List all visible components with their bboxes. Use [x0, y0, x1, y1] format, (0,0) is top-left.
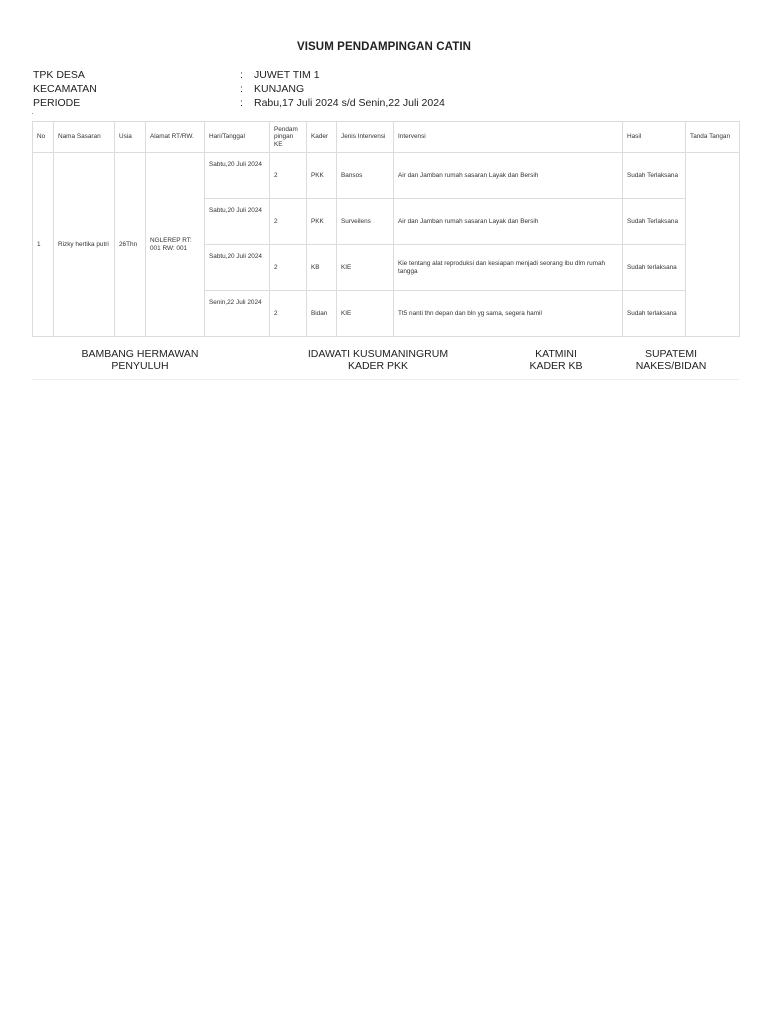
- signature-name: SUPATEMI: [644, 348, 698, 360]
- table-header-row: [33, 122, 740, 153]
- cell-jenis-intervensi: Bansos: [337, 153, 394, 199]
- cell-intervensi: Tt5 nanti thn depan dan bln yg sama, segera hamil: [394, 291, 623, 337]
- info-label: PERIODE: [33, 97, 81, 109]
- cell-hasil: Sudah Terlaksana: [623, 199, 686, 245]
- signature-role: KADER KB: [529, 360, 583, 372]
- cell-usia: 26Thn: [115, 153, 146, 337]
- signature-penyuluh: [62, 348, 218, 372]
- header-intervensi: Intervensi: [394, 122, 623, 153]
- info-value: JUWET TIM 1: [254, 69, 320, 81]
- cell-kader: Bidan: [307, 291, 337, 337]
- cell-hasil: Sudah Terlaksana: [623, 153, 686, 199]
- cell-hari-tanggal: Sabtu,20 Juli 2024: [205, 245, 270, 291]
- header-no: No: [33, 122, 54, 153]
- cell-nama-sasaran: Rizky hertika putri: [54, 153, 115, 337]
- table-row: [33, 153, 740, 199]
- info-block: [33, 68, 733, 110]
- cell-kader: PKK: [307, 153, 337, 199]
- header-nama-sasaran: Nama Sasaran: [54, 122, 115, 153]
- cell-intervensi: Air dan Jamban rumah sasaran Layak dan Bersih: [394, 153, 623, 199]
- cell-pendampingan-ke: 2: [270, 245, 307, 291]
- signature-kader-kb: [512, 348, 600, 372]
- cell-hari-tanggal: Sabtu,20 Juli 2024: [205, 153, 270, 199]
- header-tanda-tangan: Tanda Tangan: [686, 122, 740, 153]
- cell-hari-tanggal: Senin,22 Juli 2024: [205, 291, 270, 337]
- info-colon: :: [240, 69, 243, 81]
- header-pendampingan-ke: Pendam pingan KE: [270, 122, 307, 153]
- info-label: TPK DESA: [33, 69, 85, 81]
- header-kader: Kader: [307, 122, 337, 153]
- cell-pendampingan-ke: 2: [270, 153, 307, 199]
- signature-name: IDAWATI KUSUMANINGRUM: [307, 348, 449, 360]
- cell-jenis-intervensi: KIE: [337, 291, 394, 337]
- cell-hasil: Sudah terlaksana: [623, 245, 686, 291]
- header-alamat: Alamat RT/RW.: [146, 122, 205, 153]
- cell-pendampingan-ke: 2: [270, 291, 307, 337]
- signature-name: KATMINI: [535, 348, 577, 360]
- cell-intervensi: Air dan Jamban rumah sasaran Layak dan Bersih: [394, 199, 623, 245]
- info-row-periode: [33, 96, 733, 110]
- signature-name: BAMBANG HERMAWAN: [81, 348, 199, 360]
- header-usia: Usia: [115, 122, 146, 153]
- cell-intervensi: Kie tentang alat reproduksi dan kesiapan menjadi seorang ibu dlm rumah tangga: [394, 245, 623, 291]
- document-title: VISUM PENDAMPINGAN CATIN: [296, 41, 472, 53]
- cell-no: 1: [33, 153, 54, 337]
- info-row-tpk-desa: [33, 68, 733, 82]
- signature-block: [32, 348, 739, 378]
- info-value: KUNJANG: [254, 83, 305, 95]
- info-colon: :: [240, 97, 243, 109]
- cell-hari-tanggal: Sabtu,20 Juli 2024: [205, 199, 270, 245]
- separator-dot: [32, 113, 33, 114]
- cell-tanda-tangan: [686, 153, 740, 337]
- cell-kader: PKK: [307, 199, 337, 245]
- info-label: KECAMATAN: [33, 83, 97, 95]
- info-row-kecamatan: [33, 82, 733, 96]
- cell-jenis-intervensi: Surveilens: [337, 199, 394, 245]
- signature-role: PENYULUH: [111, 360, 169, 372]
- signature-nakes-bidan: [620, 348, 722, 372]
- cell-alamat: NGLEREP RT: 001 RW: 001: [146, 153, 205, 337]
- signature-kader-pkk: [290, 348, 466, 372]
- signature-role: KADER PKK: [347, 360, 409, 372]
- info-colon: :: [240, 83, 243, 95]
- header-hasil: Hasil: [623, 122, 686, 153]
- info-value: Rabu,17 Juli 2024 s/d Senin,22 Juli 2024: [254, 97, 445, 109]
- cell-hasil: Sudah terlaksana: [623, 291, 686, 337]
- cell-pendampingan-ke: 2: [270, 199, 307, 245]
- header-jenis-intervensi: Jenis Intervensi: [337, 122, 394, 153]
- cell-kader: KB: [307, 245, 337, 291]
- header-hari-tanggal: Hari/Tanggal: [205, 122, 270, 153]
- signature-role: NAKES/BIDAN: [635, 360, 707, 372]
- intervention-table: [32, 121, 740, 337]
- signature-divider: [32, 379, 739, 380]
- cell-jenis-intervensi: KIE: [337, 245, 394, 291]
